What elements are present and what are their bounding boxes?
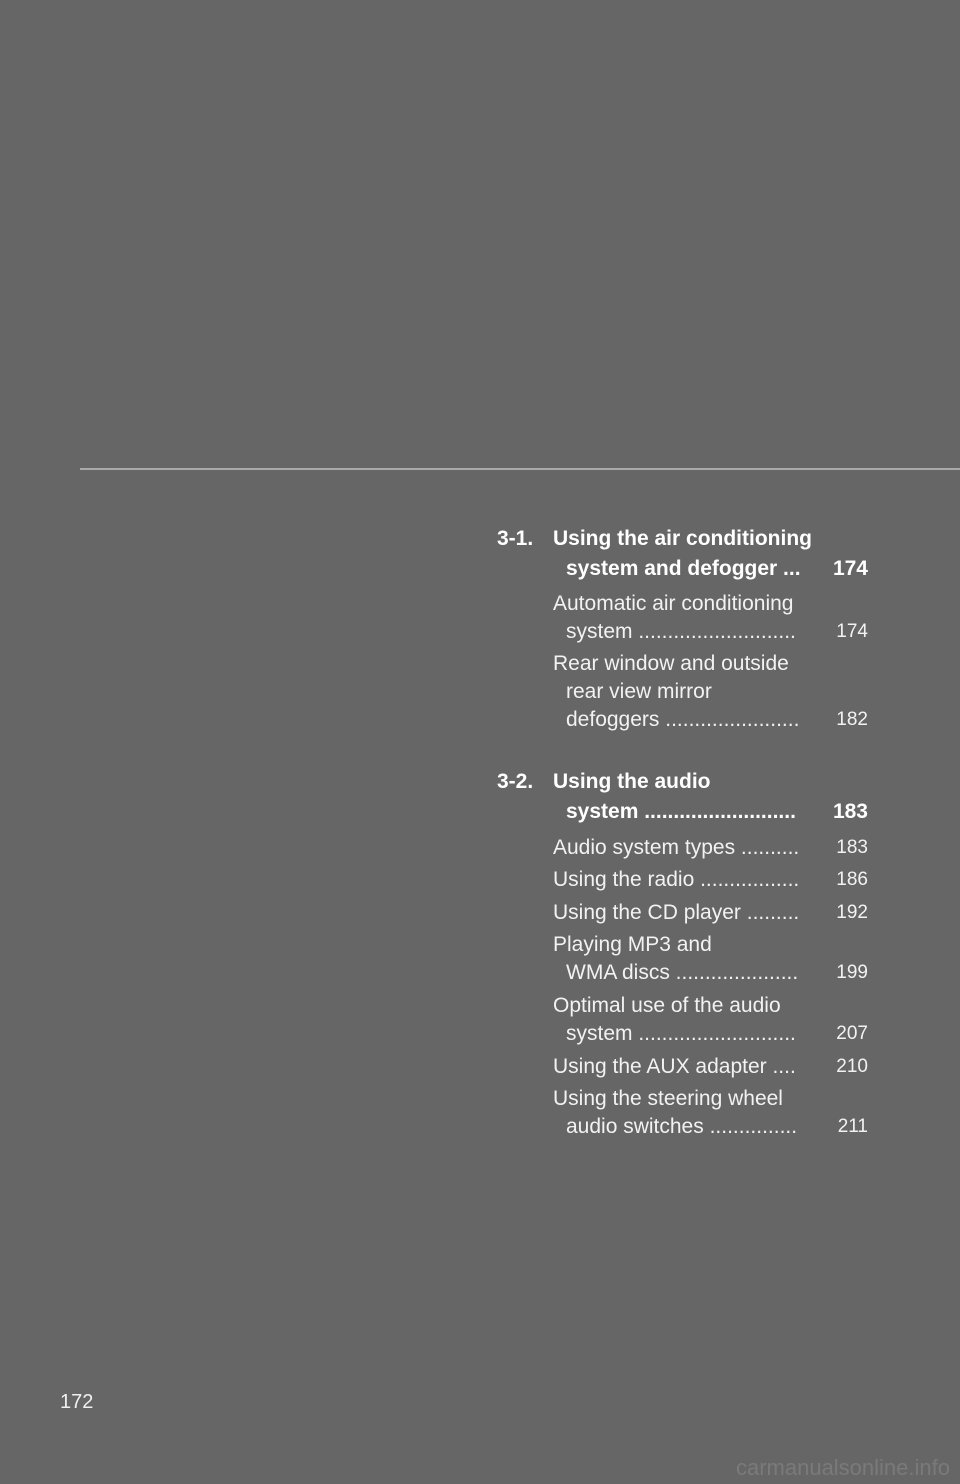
toc-item-line[interactable]: system ........................... — [566, 620, 796, 643]
section-number: 3-2. — [497, 770, 534, 793]
toc-item-page[interactable]: 174 — [836, 621, 868, 642]
toc-item-line[interactable]: Using the AUX adapter .... — [553, 1055, 796, 1078]
toc-item-line[interactable]: rear view mirror — [566, 680, 712, 703]
section-divider-rule — [80, 468, 960, 470]
toc-item-page[interactable]: 207 — [836, 1023, 868, 1044]
toc-item-page[interactable]: 182 — [836, 709, 868, 730]
toc-item-line[interactable]: Audio system types .......... — [553, 836, 800, 859]
toc-item-page[interactable]: 183 — [836, 837, 868, 858]
section-title-line[interactable]: Using the audio — [553, 770, 711, 793]
toc-item-line[interactable]: Playing MP3 and — [553, 933, 712, 956]
toc-item-page[interactable]: 199 — [836, 962, 868, 983]
toc-item-line[interactable]: WMA discs ..................... — [566, 961, 799, 984]
section-title-line[interactable]: Using the air conditioning — [553, 527, 812, 550]
toc-item-line[interactable]: audio switches ............... — [566, 1115, 798, 1138]
toc-item-line[interactable]: Rear window and outside — [553, 652, 789, 675]
toc-item-line[interactable]: Using the steering wheel — [553, 1087, 783, 1110]
page-number: 172 — [60, 1391, 94, 1413]
toc-item-line[interactable]: system ........................... — [566, 1022, 796, 1045]
section-page[interactable]: 183 — [832, 800, 868, 823]
toc-item-line[interactable]: Optimal use of the audio — [553, 994, 781, 1017]
toc-item-line[interactable]: Automatic air conditioning — [553, 592, 794, 615]
toc-item-page[interactable]: 186 — [836, 869, 868, 890]
toc-item-line[interactable]: defoggers ....................... — [566, 708, 800, 731]
section-title-line[interactable]: system .......................... — [566, 800, 796, 823]
toc-item-page[interactable]: 192 — [836, 902, 868, 923]
section-title-line[interactable]: system and defogger ... — [566, 557, 801, 580]
toc-item-line[interactable]: Using the radio ................. — [553, 868, 800, 891]
toc-item-page[interactable]: 210 — [836, 1056, 868, 1077]
section-number: 3-1. — [497, 527, 534, 550]
toc-item-page[interactable]: 211 — [837, 1116, 868, 1137]
watermark-text: carmanualsonline.info — [735, 1455, 950, 1480]
section-page[interactable]: 174 — [832, 557, 868, 580]
toc-item-line[interactable]: Using the CD player ......... — [553, 901, 800, 924]
